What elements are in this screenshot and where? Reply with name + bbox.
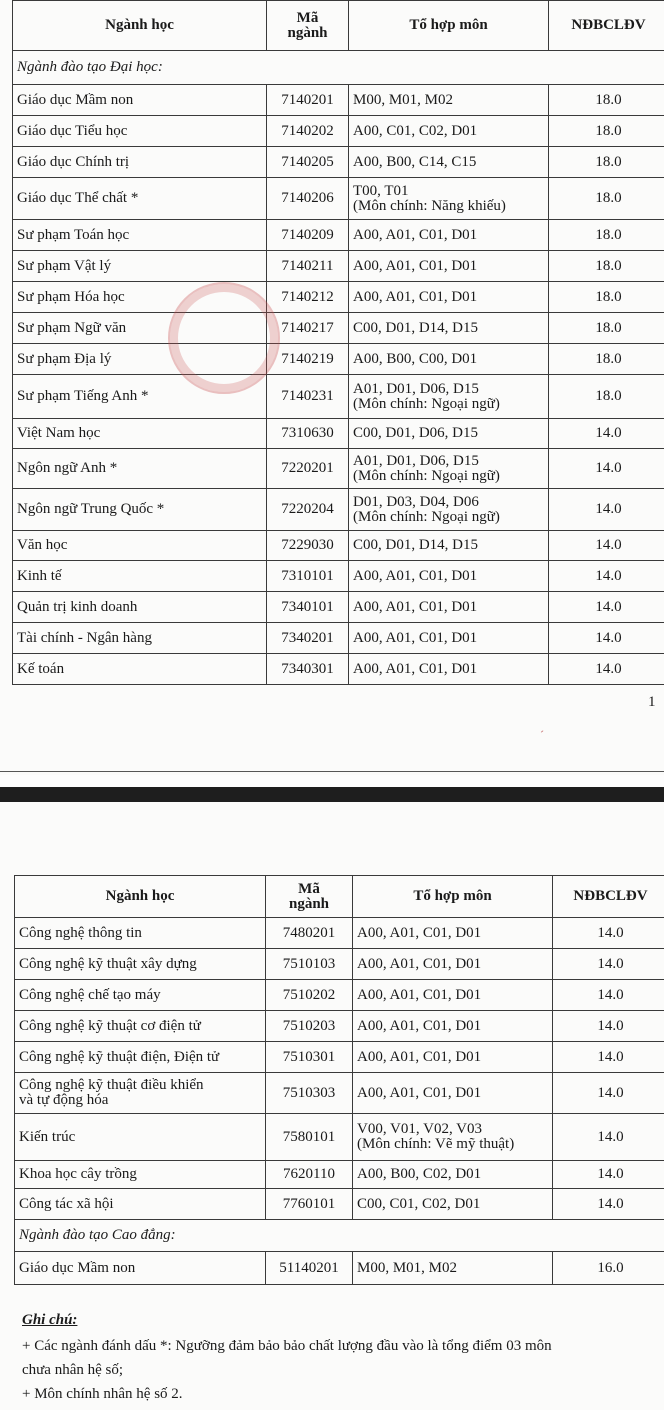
table-header-row (13, 1, 664, 51)
cell-name: Sư phạm Toán học (13, 220, 267, 251)
cell-score: 14.0 (549, 531, 664, 561)
cell-score: 18.0 (549, 147, 664, 178)
cell-combo: A00, A01, C01, D01 (353, 1042, 553, 1073)
section-row (15, 1220, 664, 1252)
table-row (13, 178, 664, 220)
table-row (13, 561, 664, 592)
cell-code: 7220201 (267, 449, 349, 489)
cell-name: Sư phạm Tiếng Anh * (13, 375, 267, 419)
cell-combo: T00, T01 (Môn chính: Năng khiếu) (349, 178, 549, 220)
cell-name: Công nghệ chế tạo máy (15, 980, 266, 1011)
table-row (15, 1042, 664, 1073)
table-row (13, 85, 664, 116)
header-nganh: Ngành học (13, 1, 267, 51)
cell-name: Ngôn ngữ Anh * (13, 449, 267, 489)
cell-combo: A00, A01, C01, D01 (349, 220, 549, 251)
cell-code: 7510103 (266, 949, 353, 980)
table-row (13, 116, 664, 147)
cell-name: Việt Nam học (13, 419, 267, 449)
cell-name: Giáo dục Mầm non (15, 1252, 266, 1285)
cell-combo: A00, A01, C01, D01 (353, 1073, 553, 1114)
cell-name: Công nghệ kỹ thuật điện, Điện tử (15, 1042, 266, 1073)
cell-score: 14.0 (549, 592, 664, 623)
cell-score: 14.0 (549, 489, 664, 531)
cell-code: 7220204 (267, 489, 349, 531)
table-row (13, 251, 664, 282)
cell-combo: A00, A01, C01, D01 (349, 654, 549, 685)
cell-score: 18.0 (549, 251, 664, 282)
page-separator (0, 787, 664, 802)
cell-name: Công nghệ kỹ thuật cơ điện tử (15, 1011, 266, 1042)
table-row (13, 623, 664, 654)
cell-combo: C00, C01, C02, D01 (353, 1189, 553, 1220)
section-dai-hoc: Ngành đào tạo Đại học: (13, 51, 664, 85)
page-number: 1 (648, 694, 656, 710)
cell-score: 18.0 (549, 85, 664, 116)
header-tohop: Tổ hợp môn (353, 876, 553, 918)
cell-combo: A00, B00, C00, D01 (349, 344, 549, 375)
table-row (15, 1161, 664, 1189)
cell-combo: C00, D01, D06, D15 (349, 419, 549, 449)
cell-code: 7140206 (267, 178, 349, 220)
cell-name: Văn học (13, 531, 267, 561)
cell-name: Quản trị kinh doanh (13, 592, 267, 623)
cell-combo: A00, A01, C01, D01 (353, 949, 553, 980)
table-row (15, 1011, 664, 1042)
cell-combo: A01, D01, D06, D15 (Môn chính: Ngoại ngữ) (349, 375, 549, 419)
table-row (15, 1114, 664, 1161)
cell-score: 14.0 (553, 1042, 664, 1073)
cell-code: 7140209 (267, 220, 349, 251)
cell-score: 18.0 (549, 375, 664, 419)
cell-combo: M00, M01, M02 (353, 1252, 553, 1285)
table-row (13, 419, 664, 449)
cell-name: Giáo dục Chính trị (13, 147, 267, 178)
cell-code: 7340301 (267, 654, 349, 685)
cell-combo: A01, D01, D06, D15 (Môn chính: Ngoại ngữ) (349, 449, 549, 489)
cell-score: 14.0 (553, 1161, 664, 1189)
cell-score: 18.0 (549, 313, 664, 344)
cell-code: 7140212 (267, 282, 349, 313)
table-row (15, 918, 664, 949)
cell-code: 7140231 (267, 375, 349, 419)
admission-table-page-1 (12, 0, 664, 685)
cell-combo: C00, D01, D14, D15 (349, 531, 549, 561)
cell-score: 14.0 (549, 654, 664, 685)
cell-code: 7229030 (267, 531, 349, 561)
table-row (13, 531, 664, 561)
cell-combo: A00, A01, C01, D01 (353, 918, 553, 949)
header-nganh: Ngành học (15, 876, 266, 918)
cell-name: Giáo dục Thể chất * (13, 178, 267, 220)
cell-combo: A00, A01, C01, D01 (349, 592, 549, 623)
cell-score: 14.0 (553, 918, 664, 949)
cell-score: 14.0 (549, 623, 664, 654)
cell-score: 16.0 (553, 1252, 664, 1285)
cell-name: Sư phạm Ngữ văn (13, 313, 267, 344)
header-nd: NĐBCLĐV (553, 876, 664, 918)
cell-combo: A00, C01, C02, D01 (349, 116, 549, 147)
cell-code: 7760101 (266, 1189, 353, 1220)
cell-name: Giáo dục Tiểu học (13, 116, 267, 147)
cell-name: Công tác xã hội (15, 1189, 266, 1220)
cell-name: Khoa học cây trồng (15, 1161, 266, 1189)
cell-combo: A00, A01, C01, D01 (353, 980, 553, 1011)
cell-name: Tài chính - Ngân hàng (13, 623, 267, 654)
cell-score: 14.0 (553, 949, 664, 980)
cell-name: Công nghệ kỹ thuật điều khiển và tự động hóa (15, 1073, 266, 1114)
cell-name: Sư phạm Địa lý (13, 344, 267, 375)
cell-combo: A00, A01, C01, D01 (353, 1011, 553, 1042)
table-row (15, 949, 664, 980)
cell-name: Công nghệ thông tin (15, 918, 266, 949)
cell-code: 7340101 (267, 592, 349, 623)
notes-line-3: + Môn chính nhân hệ số 2. (22, 1386, 183, 1402)
cell-code: 7580101 (266, 1114, 353, 1161)
cell-score: 18.0 (549, 178, 664, 220)
cell-code: 7140205 (267, 147, 349, 178)
cell-name: Kế toán (13, 654, 267, 685)
cell-name: Kinh tế (13, 561, 267, 592)
table-row (13, 449, 664, 489)
header-nd: NĐBCLĐV (549, 1, 664, 51)
cell-score: 14.0 (549, 449, 664, 489)
cell-combo: A00, A01, C01, D01 (349, 251, 549, 282)
table-row (13, 313, 664, 344)
cell-code: 7510203 (266, 1011, 353, 1042)
notes-line-2: chưa nhân hệ số; (22, 1362, 124, 1378)
table-row (13, 282, 664, 313)
cell-code: 7310630 (267, 419, 349, 449)
cell-score: 18.0 (549, 116, 664, 147)
table-row (15, 1189, 664, 1220)
header-ma: Mã ngành (267, 1, 349, 51)
table-row (13, 344, 664, 375)
table-row (13, 375, 664, 419)
table-row (13, 654, 664, 685)
cell-score: 14.0 (553, 980, 664, 1011)
table-row (13, 220, 664, 251)
cell-combo: A00, B00, C02, D01 (353, 1161, 553, 1189)
cell-code: 51140201 (266, 1252, 353, 1285)
cell-score: 14.0 (553, 1189, 664, 1220)
cell-name: Công nghệ kỹ thuật xây dựng (15, 949, 266, 980)
cell-code: 7140217 (267, 313, 349, 344)
header-tohop: Tổ hợp môn (349, 1, 549, 51)
cell-score: 14.0 (549, 561, 664, 592)
cell-combo: A00, B00, C14, C15 (349, 147, 549, 178)
cell-code: 7310101 (267, 561, 349, 592)
cell-score: 14.0 (553, 1011, 664, 1042)
cell-code: 7510202 (266, 980, 353, 1011)
cell-score: 18.0 (549, 344, 664, 375)
cell-score: 18.0 (549, 282, 664, 313)
section-row (13, 51, 664, 85)
cell-score: 14.0 (553, 1114, 664, 1161)
cell-score: 14.0 (553, 1073, 664, 1114)
header-ma: Mã ngành (266, 876, 353, 918)
notes-line-1: + Các ngành đánh dấu *: Ngưỡng đảm bảo bảo chất lượng đầu vào là tổng điểm 03 môn (22, 1338, 552, 1354)
cell-code: 7510303 (266, 1073, 353, 1114)
table-row (15, 1252, 664, 1285)
notes-title: Ghi chú: (22, 1312, 78, 1328)
cell-code: 7140211 (267, 251, 349, 282)
admission-table-page-2 (14, 875, 664, 1285)
cell-code: 7340201 (267, 623, 349, 654)
cell-name: Sư phạm Hóa học (13, 282, 267, 313)
cell-combo: C00, D01, D14, D15 (349, 313, 549, 344)
cell-code: 7140201 (267, 85, 349, 116)
cell-combo: A00, A01, C01, D01 (349, 561, 549, 592)
cell-combo: V00, V01, V02, V03 (Môn chính: Vẽ mỹ thuật) (353, 1114, 553, 1161)
cell-name: Sư phạm Vật lý (13, 251, 267, 282)
page-edge-line (0, 771, 664, 772)
cell-code: 7510301 (266, 1042, 353, 1073)
cell-code: 7480201 (266, 918, 353, 949)
cell-name: Kiến trúc (15, 1114, 266, 1161)
section-cao-dang: Ngành đào tạo Cao đẳng: (15, 1220, 664, 1252)
notes-section (22, 1312, 662, 1405)
table-header-row (15, 876, 664, 918)
cell-score: 18.0 (549, 220, 664, 251)
cell-code: 7140202 (267, 116, 349, 147)
cell-combo: M00, M01, M02 (349, 85, 549, 116)
table-row (15, 1073, 664, 1114)
table-row (13, 147, 664, 178)
cell-combo: D01, D03, D04, D06 (Môn chính: Ngoại ngữ) (349, 489, 549, 531)
cell-name: Giáo dục Mầm non (13, 85, 267, 116)
table-row (15, 980, 664, 1011)
cell-name: Ngôn ngữ Trung Quốc * (13, 489, 267, 531)
cell-combo: A00, A01, C01, D01 (349, 282, 549, 313)
cell-score: 14.0 (549, 419, 664, 449)
cell-combo: A00, A01, C01, D01 (349, 623, 549, 654)
table-row (13, 592, 664, 623)
cell-code: 7620110 (266, 1161, 353, 1189)
cell-code: 7140219 (267, 344, 349, 375)
table-row (13, 489, 664, 531)
pen-mark-icon: ˊ (540, 728, 544, 742)
